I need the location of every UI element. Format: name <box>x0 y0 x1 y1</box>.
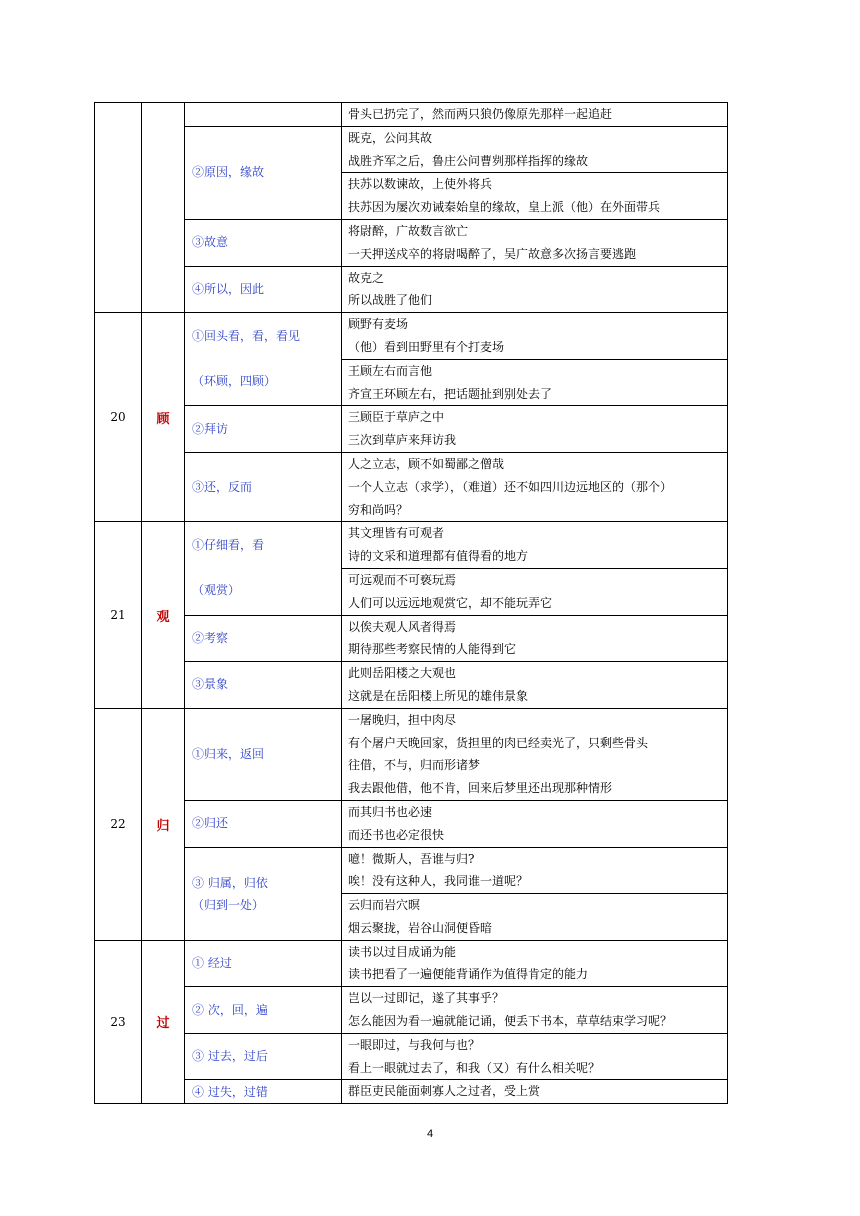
meaning-label: ②考察 <box>192 630 229 645</box>
meaning-label: ①回头看，看，看见 <box>192 329 301 344</box>
meaning-label: ②归还 <box>192 816 229 831</box>
example-cell <box>342 615 728 662</box>
example-line: 噫！微斯人，吾谁与归? <box>348 851 475 866</box>
example-line: 一天押送戍卒的将尉喝醉了，吴广故意多次扬言要逃跑 <box>348 246 637 261</box>
example-line: 所以战胜了他们 <box>348 293 433 308</box>
example-line: 有个屠户天晚回家，货担里的肉已经卖光了，只剩些骨头 <box>348 735 649 750</box>
example-line: 人之立志，顾不如蜀鄙之僧哉 <box>348 456 505 471</box>
example-cell <box>342 662 728 709</box>
meaning-label: ③还，反而 <box>192 479 253 494</box>
example-cell <box>342 313 728 360</box>
meaning-label: ③故意 <box>192 235 229 250</box>
entry-number-cell: 21 <box>95 522 142 708</box>
table-row <box>95 219 728 266</box>
example-line: 既克，公问其故 <box>348 130 433 145</box>
table-row <box>95 452 728 521</box>
table-row <box>95 1080 728 1104</box>
example-cell <box>342 940 728 987</box>
example-line: 而其归书也必速 <box>348 804 433 819</box>
table-row <box>95 103 728 127</box>
example-line: 王顾左右而言他 <box>348 363 433 378</box>
entry-character-cell <box>142 103 185 313</box>
example-cell <box>342 406 728 453</box>
meaning-cell <box>185 662 342 709</box>
example-line: 扶苏以数谏故，上使外将兵 <box>348 177 493 192</box>
meaning-cell <box>185 708 342 800</box>
entry-number-cell <box>95 103 142 313</box>
meaning-cell <box>185 522 342 615</box>
example-cell <box>342 894 728 941</box>
example-line: 将尉醉，广故数言欲亡 <box>348 223 469 238</box>
example-line: 扶苏因为屡次劝诫秦始皇的缘故，皇上派（他）在外面带兵 <box>348 200 661 215</box>
entry-character-cell: 顾 <box>142 313 185 522</box>
vocabulary-table-body <box>95 103 728 1104</box>
example-line: 人们可以远远地观赏它，却不能玩弄它 <box>348 595 553 610</box>
example-line: 往借，不与，归而形诸梦 <box>348 758 481 773</box>
example-line: 故克之 <box>348 270 385 285</box>
example-line: 一眼即过，与我何与也？ <box>348 1037 481 1052</box>
example-cell <box>342 219 728 266</box>
example-line: 其文理皆有可观者 <box>348 526 445 541</box>
table-row <box>95 708 728 800</box>
table-row <box>95 406 728 453</box>
example-cell <box>342 359 728 406</box>
example-line: （他）看到田野里有个打麦场 <box>348 339 505 354</box>
example-line: 而还书也必定很快 <box>348 827 445 842</box>
table-row <box>95 615 728 662</box>
example-line: 齐宣王环顾左右，把话题扯到别处去了 <box>348 386 553 401</box>
meaning-cell <box>185 406 342 453</box>
meaning-cell <box>185 987 342 1034</box>
example-cell <box>342 708 728 800</box>
meaning-cell <box>185 266 342 313</box>
example-line: 三顾臣于草庐之中 <box>348 410 445 425</box>
table-row <box>95 522 728 569</box>
example-cell <box>342 987 728 1034</box>
example-cell <box>342 568 728 615</box>
example-line: 穷和尚吗？ <box>348 502 409 517</box>
table-row <box>95 313 728 360</box>
meaning-label: ③景象 <box>192 677 229 692</box>
table-row <box>95 847 728 894</box>
meaning-label: （归到一处） <box>192 897 265 912</box>
example-cell <box>342 847 728 894</box>
example-cell <box>342 452 728 521</box>
entry-character-cell: 观 <box>142 522 185 708</box>
example-line: 顾野有麦场 <box>348 317 409 332</box>
meaning-label: （环顾，四顾） <box>192 374 277 389</box>
meaning-label: ①仔细看，看 <box>192 538 265 553</box>
table-row <box>95 662 728 709</box>
example-line: 期待那些考察民情的人能得到它 <box>348 642 517 657</box>
table-row <box>95 987 728 1034</box>
entry-number-cell: 20 <box>95 313 142 522</box>
example-line: 战胜齐军之后，鲁庄公问曹刿那样指挥的缘故 <box>348 153 589 168</box>
meaning-label: ②原因，缘故 <box>192 165 265 180</box>
meaning-label: （观赏） <box>192 583 241 598</box>
example-line: 诗的文采和道理都有值得看的地方 <box>348 549 529 564</box>
example-line: 我去跟他借，他不肯，回来后梦里还出现那种情形 <box>348 781 613 796</box>
table-row <box>95 266 728 313</box>
example-line: 云归而岩穴暝 <box>348 898 421 913</box>
meaning-label: ① 经过 <box>192 955 232 970</box>
meaning-label: ③ 归属，归依 <box>192 875 268 890</box>
meaning-cell <box>185 800 342 847</box>
meaning-cell <box>185 452 342 521</box>
example-cell <box>342 266 728 313</box>
meaning-cell <box>185 847 342 940</box>
example-line: 这就是在岳阳楼上所见的雄伟景象 <box>348 688 529 703</box>
example-line: 烟云聚拢，岩谷山洞便昏暗 <box>348 920 493 935</box>
meaning-cell <box>185 103 342 127</box>
example-line: 此则岳阳楼之大观也 <box>348 666 457 681</box>
meaning-cell <box>185 313 342 406</box>
entry-number-cell: 22 <box>95 708 142 940</box>
example-line: 可远观而不可亵玩焉 <box>348 572 457 587</box>
example-cell <box>342 103 728 127</box>
meaning-cell <box>185 219 342 266</box>
example-line: 读书以过目成诵为能 <box>348 944 457 959</box>
example-cell <box>342 173 728 220</box>
meaning-label: ④ 过失，过错 <box>192 1084 268 1099</box>
table-row <box>95 1033 728 1080</box>
meaning-label: ④所以，因此 <box>192 281 265 296</box>
meaning-cell <box>185 1033 342 1080</box>
meaning-cell <box>185 126 342 219</box>
entry-character-cell: 归 <box>142 708 185 940</box>
table-row <box>95 126 728 173</box>
example-line: 读书把看了一遍便能背诵作为值得肯定的能力 <box>348 967 589 982</box>
entry-character-cell: 过 <box>142 940 185 1104</box>
example-cell <box>342 800 728 847</box>
meaning-cell <box>185 1080 342 1104</box>
page-number: 4 <box>426 1128 434 1140</box>
meaning-label: ②拜访 <box>192 421 229 436</box>
entry-number-cell: 23 <box>95 940 142 1104</box>
meaning-label: ①归来，返回 <box>192 746 265 761</box>
example-cell <box>342 1033 728 1080</box>
example-line: 岂以一过即记，遂了其事乎？ <box>348 991 505 1006</box>
meaning-label: ③ 过去，过后 <box>192 1049 268 1064</box>
table-row <box>95 940 728 987</box>
vocabulary-page <box>94 102 727 1104</box>
example-line: 唉！没有这种人，我同谁一道呢？ <box>348 874 529 889</box>
example-line: 骨头已扔完了，然而两只狼仍像原先那样一起追赶 <box>348 107 613 121</box>
example-line: 以俟夫观人风者得焉 <box>348 619 457 634</box>
meaning-cell <box>185 940 342 987</box>
meaning-cell <box>185 615 342 662</box>
example-line: 怎么能因为看一遍就能记诵，便丢下书本，草草结束学习呢？ <box>348 1014 673 1029</box>
example-line: 看上一眼就过去了，和我（又）有什么相关呢？ <box>348 1060 601 1075</box>
table-row <box>95 800 728 847</box>
example-line: 一个人立志（求学），（难道）还不如四川边远地区的（那个） <box>348 479 673 494</box>
example-line: 一屠晚归，担中肉尽 <box>348 712 457 727</box>
example-line: 群臣吏民能面刺寡人之过者，受上赏 <box>348 1084 541 1099</box>
vocabulary-table <box>94 102 728 1104</box>
meaning-label: ② 次，回，遍 <box>192 1002 268 1017</box>
example-cell <box>342 126 728 173</box>
example-line: 三次到草庐来拜访我 <box>348 433 457 448</box>
example-cell <box>342 1080 728 1104</box>
example-cell <box>342 522 728 569</box>
